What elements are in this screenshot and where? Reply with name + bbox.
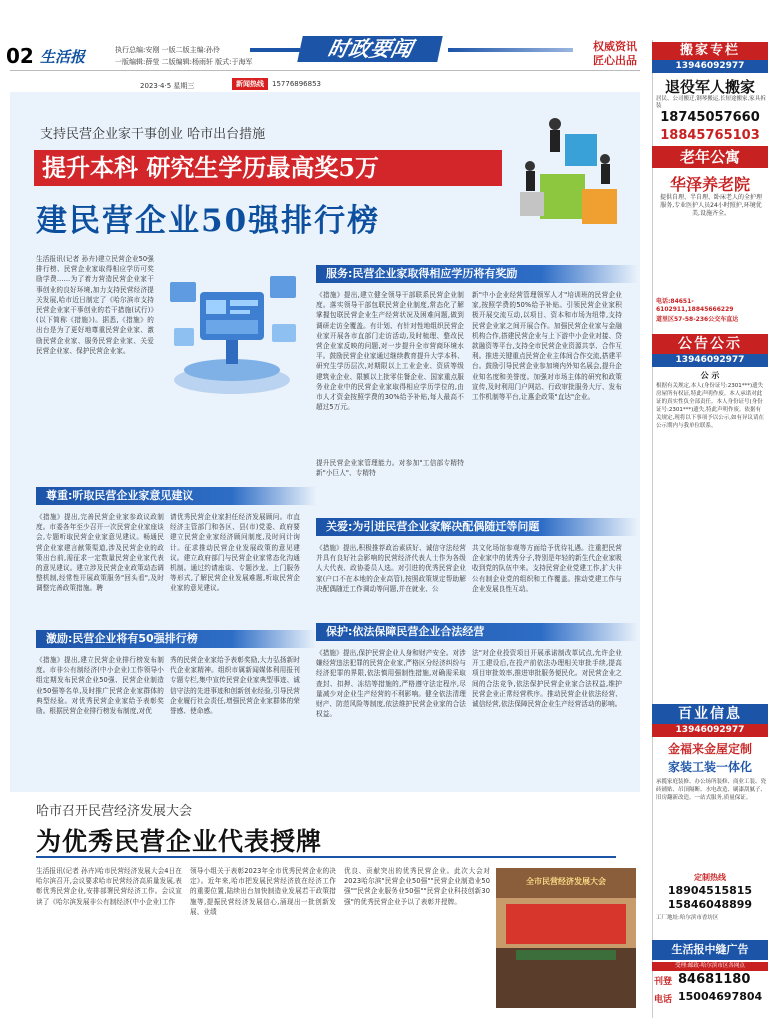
monitor-stand: [226, 340, 238, 364]
bottom-col3: 优良、贡献突出的优秀民营企业。此次大会对2023哈尔滨"民营企业50强""民营企业制造业50强""民营企业服务业50强""民营企业科技创新30强"的优秀民营企业予以了表彰并授牌。: [344, 867, 490, 906]
slogan-line-1: 权威资讯: [593, 40, 637, 53]
moving-desc: 居民、公司搬迁,钢琴搬运,长短途搬家,家具拆装: [656, 96, 766, 109]
section-heading-respect: 尊重:听取民营企业家意见建议: [36, 487, 316, 505]
article-headline-blue: 建民营企业50强排行榜: [36, 203, 381, 239]
gray-cube: [520, 192, 544, 216]
elder-title: 老年公寓: [652, 146, 768, 168]
bottom-col2: 领导小组关于表彰2023年全市优秀民营企业的决定》。近年来,哈市把发展民营经济放在经济工作的重要位置,陆续出台加快制造业发展若干政策措施等,提振民营经济发展信心,涌现出一批创新发展、业绩: [190, 867, 336, 916]
editors-credit: [115, 44, 253, 68]
info-big-2: 家装工装一体化: [667, 760, 752, 774]
photo-stage-screen: [506, 904, 626, 944]
slogan: [580, 40, 650, 68]
dateline: 2023·4·5 星期三: [140, 82, 195, 90]
masthead-divider: [10, 70, 640, 71]
bottom-kicker: 哈市召开民营经济发展大会: [36, 804, 193, 819]
ad-phone-1: 84681180: [678, 972, 751, 987]
section-service-col2: 新"中小企业经营管理领军人才"培训班的民营企业家,按照学费的50%给予补贴。引领民营企业家积极开展交流互动,以项目、资本和市场为纽带,支持民营企业家之间开展合作。加强民营企业家与金融机构合作,搭建民营企业与上下游中小企业对接、贷款融资等平台,支持全市民营企业资源共享、合作互利。推进关键重点民营企业主体间合作交流,搭建平台。鼓励引导民营企业参加境内外知名展会,提升企业知名度和美誉度。加强对市场主体的研究和政策宣传,及时利用门户网站、行政审批服务大厅、发布工作机制等平台,让惠企政策"直达"企业。: [472, 291, 622, 402]
editors-line-2: 一版编辑:薛莹 二版编辑:杨雨轩 版式:于海军: [115, 58, 253, 66]
hotline-label: 新闻热线: [232, 78, 268, 90]
floating-card-3: [272, 324, 296, 342]
slogan-line-2: 匠心出品: [593, 54, 637, 67]
section-protect-col1: 《措施》提出,保护民营企业人身和财产安全。对涉嫌经营违法犯罪的民营企业家,严格区分经济纠纷与经济犯罪的界限,依法慎用强制性措施,对确需采取查封、扣押、冻结等措施的,严格遵守法定程序,尽量减少对企业生产经营的不利影响。健全依法清理财产、防范风险等制度,依法维护民营企业家的合法权益。: [316, 649, 466, 719]
info-big-1: 金福来金屋定制: [667, 742, 752, 756]
conference-photo: [496, 868, 636, 1008]
blue-cube: [565, 134, 597, 166]
photo-banner-text: 全市民营经济发展大会: [526, 877, 606, 886]
person-head-3: [525, 161, 535, 171]
info-title: 百业信息: [652, 704, 768, 724]
section-heading-service: 服务:民营企业家取得相应学历将有奖励: [316, 265, 638, 283]
section-care-col1: 《措施》提出,积极推荐政治素质好、诚信守法经营并具有良好社会影响的民营经济代表人士作为各级人大代表、政协委员人选。对引进的优秀民营企业家(户口不在本地的企业高管),按照政策规定帮助解决配偶随迁工作调动等问题,并在就业、公: [316, 544, 466, 593]
business-team-illustration: [510, 104, 630, 234]
elder-phones: 电话:84651-6102911,18845666229: [656, 298, 734, 313]
section-incentive-col1: 《措施》提出,建立民营企业排行榜发布制度。市非公有制经济(中小企业)工作领导小组定期发布民营企业50强、民营企业制造业50强等名单,及时推广民营企业家群体的典型经验。对优秀民营企业家给予表彰奖励。根据民营企业排行榜发布制度,对优: [36, 656, 164, 716]
ad-sub: 受理:邮政-哈尔滨市区各网点: [652, 962, 768, 971]
section-care-col2: 共文化场馆参观等方面给予优待礼遇。注重把民营企业家中的优秀分子,特别是年轻的新生代企业家吸收到党的队伍中来。支持民营企业党建工作,扩大非公有制企业党的组织和工作覆盖。推动党建工作与企业发展良性互动。: [472, 544, 622, 593]
moving-phone-bar: 13946092977: [652, 60, 768, 73]
elder-address: 道里区57-58-236公交车直达: [656, 316, 739, 323]
paper-logo: 生活报: [40, 48, 86, 66]
info-phone-a: 18904515815: [667, 884, 753, 897]
person-body-2: [601, 164, 610, 184]
floating-card-1: [170, 282, 196, 302]
section-protect-col2: 法"对企业投资项目开展承诺制改革试点,允许企业开工建设后,在投产前依法办理相关审批手续,提高项目审批效率,推进审批服务便民化。对民营企业之间的合法竞争,依法保护民营企业家合法权益,维护民营企业正常经营秩序。推动民营企业依法经营、诚信经营,依法保障民营企业生产经营活动的影响。: [472, 649, 622, 709]
section-respect-col2: 请优秀民营企业家担任经济发展顾问。市直经济主管部门和各区、县(市)党委、政府要建立民营企业家经济顾问制度,及时问计询计。征求推动民营企业发展政策的意见建议。建立政府部门与民营企业家常态化沟通机制。通过约请座谈、专题沙龙、上门服务等形式,了解民营企业发展难题,听取民营企业家的意见建议。: [170, 513, 300, 593]
moving-company: 退役军人搬家: [664, 78, 755, 96]
bottom-col1: 生活报讯(记者 孙卉)哈市民营经济发展大会4日在哈尔滨召开,会议要求哈市民营经济高质量发展,表彰优秀民营企业,安排部署民营经济工作。会议宣读了《哈尔滨发展非公有制经济(中小企业)工作: [36, 867, 182, 906]
person-head-1: [549, 118, 561, 130]
info-address: 工厂地址:哈尔滨市香坊区: [656, 915, 719, 921]
hotline-number: 15776896853: [272, 80, 321, 88]
screen-panel-1: [206, 300, 226, 314]
section-service-col1b: 提升民营企业家管理能力。对参加"工信部专精特新"小巨人"、专精特: [316, 459, 464, 478]
section-heading-care: 关爱:为引进民营企业家解决配偶随迁等问题: [316, 518, 638, 536]
bottom-rule: [36, 856, 616, 858]
elder-desc: 提供自理、半自理、卧床老人的全护理服务,专业医护人员24小时照护,环境优美,设施齐全。: [659, 194, 762, 217]
page-number: 02: [6, 44, 34, 68]
ad-phone-2: 15004697804: [678, 990, 763, 1003]
banner-rule-right: [448, 48, 573, 52]
editors-line-1: 执行总编:安刚 一版二版主编:孙伶: [115, 46, 220, 54]
section-heading-protect: 保护:依法保障民营企业合法经营: [316, 623, 638, 641]
elder-name: 华泽养老院: [669, 175, 750, 194]
info-phone-b: 15846048899: [667, 898, 753, 911]
orange-cube: [582, 189, 617, 224]
article-kicker: 支持民营企业家干事创业 哈市出台措施: [40, 127, 266, 142]
moving-title: 搬家专栏: [652, 42, 768, 60]
screen-panel-2: [230, 300, 258, 306]
article-lead: 生活报讯(记者 孙卉)建立民营企业50强排行榜、民营企业家取得相应学历可奖励学费……为了着力营造民营企业家干事创业的良好环境,加力支持民营经济提关发展,哈市近日制定了《哈尔滨市支持民营企业家干事创业的若干措施(试行)》(以下简称《措施》)。据悉,《措施》的出台是为了更好地尊重民营企业家、激励民营企业家、服务民营企业家、关爱民营企业家、保护民营企业家。: [36, 255, 154, 355]
photo-stage-plants: [516, 950, 616, 960]
section-incentive-col2: 秀的民营企业家给予表彰奖励,大力弘扬新时代企业家精神。组织市属新闻媒体利用报刊专题专栏,集中宣传民营企业家典型事迹、诚信守法的先进事迹和创新创业经验,引导民营企业履行社会责任,增强民营企业家群体的荣誉感、使命感。: [170, 656, 300, 716]
article-headline-red: 提升本科 研究生学历最高奖5万: [34, 150, 502, 186]
person-body-1: [550, 130, 560, 152]
notice-heading: 公 示: [700, 371, 720, 380]
person-head-2: [600, 154, 610, 164]
bottom-headline: 为优秀民营企业代表授牌: [36, 827, 323, 856]
data-platform-illustration: [160, 262, 305, 402]
ad-phone1-label: 刊登: [654, 977, 673, 987]
screen-chart: [206, 320, 258, 334]
section-heading-incentive: 激励:民营企业将有50强排行榜: [36, 630, 316, 648]
ad-title: 生活报中缝广告: [652, 940, 768, 960]
moving-phone-3: 18845765103: [660, 128, 760, 143]
notice-text: 根据有关规定,本人(身份证号:2301***)遗失房屋所有权证,特此声明作废。本人承诺对此证的真实性负全部责任。本人身份证号(身份证号:2301***)遗失,特此声明作废。依据有关规定,现将以下事项予以公示,如有异议请在公示期内与我单位联系。: [656, 383, 764, 429]
screen-panel-3: [230, 310, 250, 314]
info-text: 承揽家庭装修、办公场所装修、商业工装、瓷砖铺贴、吊顶隔断、水电改造、刷漆刮腻子、旧房翻新改造。一站式服务,质量保证。: [656, 779, 766, 801]
classifieds-column: [652, 40, 768, 1018]
info-phone-bar: 13946092977: [652, 724, 768, 737]
section-banner: 时政要闻: [297, 36, 443, 62]
info-phone-label: 定制热线: [694, 873, 726, 882]
banner-rule-left: [250, 48, 300, 52]
moving-phone-2: 18745057660: [660, 110, 760, 125]
green-cube: [540, 174, 585, 219]
notice-title: 公告公示: [652, 334, 768, 354]
notice-phone-bar: 13946092977: [652, 354, 768, 367]
section-respect-col1: 《措施》提出,完善民营企业家参政议政制度。市委各年至少召开一次民营企业家座谈会,专题听取民营企业家意见建议。畅通民营企业家建言献策渠道,涉及民营企业的政策出台前,需征求一定数量民营企业家代表的意见建议。建立涉及民营企业政策动态调整机制,经常性开展政策服务"回头看",及时调整完善政策措施。聘: [36, 513, 164, 593]
ad-phone2-label: 电话: [654, 995, 673, 1005]
section-service-col1: 《措施》提出,建立健全领导干部联系民营企业制度。落实领导干部包联民营企业制度,常态化了解掌握包联民营企业生产经营状况及困难问题,做到调研走访全覆盖。有计划、有针对性地组织民营企业家开展各市直部门走访活动,及时梳理、整改民营企业家反映的问题,对一步提升全市营商环境水平。鼓励民营企业家通过继续教育提升大学本科、研究生学历层次,对期限以上工业企业、资质等级建筑业企业、限额以上批零住餐企业、国家重点服务业企业中的民营企业家取得相应学历学位的,由市人才资金按照学费的30%给予补贴,每人最高不超过5万元。: [316, 291, 464, 412]
floating-card-4: [174, 328, 194, 346]
person-body-3: [526, 171, 535, 191]
floating-card-2: [270, 276, 296, 298]
